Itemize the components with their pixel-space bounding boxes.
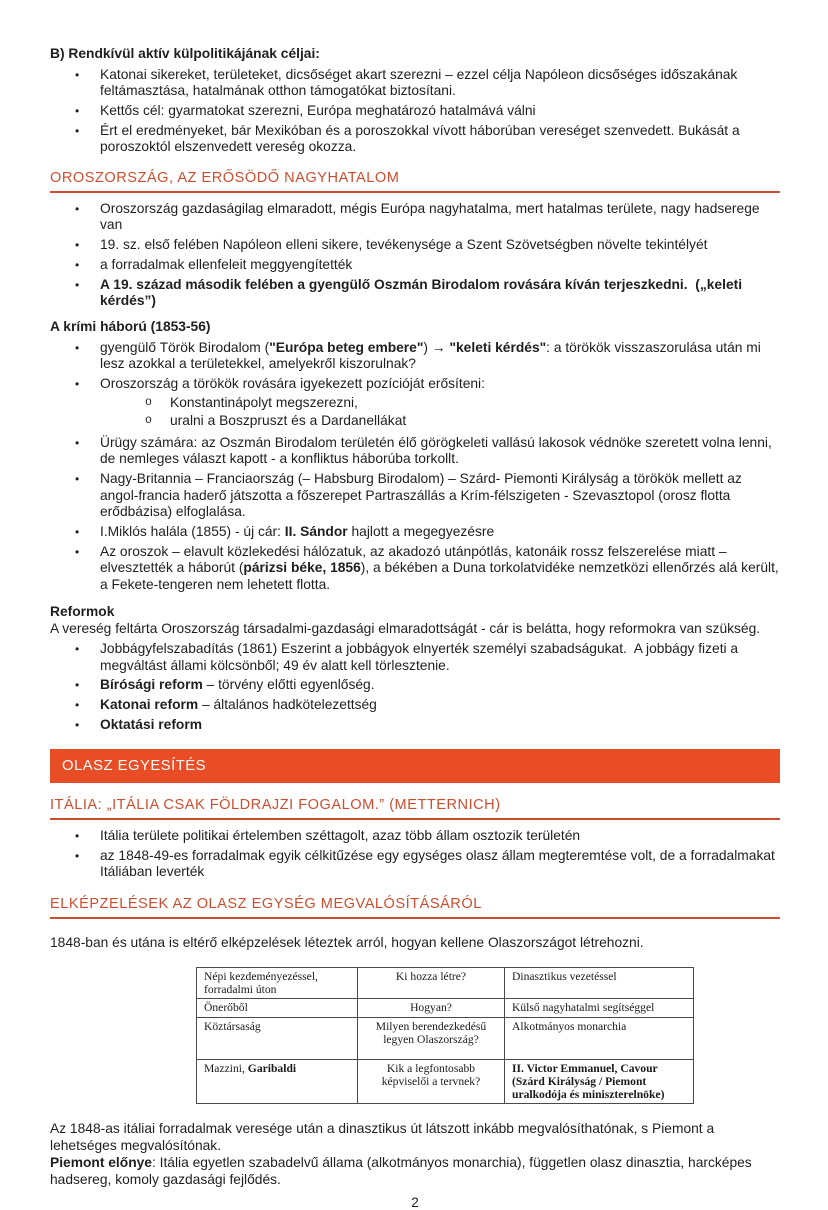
text-segment: : a törökök visszaszorulása után mi lesz azokkal a területekkel, amelyekről kiszorulnak? xyxy=(100,339,761,372)
napoleon-goals-title: B) Rendkívül aktív külpolitikájának céljai: xyxy=(50,46,320,61)
table-cell xyxy=(358,1059,505,1104)
sub-bullet-marker: o xyxy=(145,414,152,428)
text-segment: II. Sándor xyxy=(284,524,348,540)
bullet-text xyxy=(100,524,780,540)
italia-heading: ITÁLIA: „ITÁLIA CSAK FÖLDRAJZI FOGALOM.” (METTERNICH) xyxy=(50,796,780,820)
sub-bullet-item xyxy=(145,395,780,411)
bullet-text xyxy=(100,67,780,100)
bullet-text xyxy=(100,677,780,693)
bullet-text xyxy=(100,471,780,520)
crimea-list xyxy=(50,340,780,593)
bullet-item xyxy=(75,435,780,468)
plans-intro: 1848-ban és utána is eltérő elképzelések léteztek arról, hogyan kellene Olaszországot létrehozni. xyxy=(50,935,644,951)
bullet-item xyxy=(75,697,780,713)
bullet-item xyxy=(75,524,780,540)
unification-table xyxy=(196,967,694,1104)
bullet-item xyxy=(75,641,780,674)
bullet-marker: • xyxy=(75,237,80,252)
text-segment: Jobbágyfelszabadítás (1861) Eszerint a jobbágyok elnyerték személyi szabadságukat. A jobbágy fizeti a megváltást állami kölcsönből; 49 év alatt kell törlesztenie. xyxy=(100,641,739,673)
italia-list xyxy=(50,828,780,881)
text-segment: "keleti kérdés" xyxy=(449,339,547,355)
bullet-item xyxy=(75,67,780,100)
paragraph xyxy=(50,1120,780,1154)
table-cell xyxy=(505,967,694,998)
italy-section-banner: OLASZ EGYESÍTÉS xyxy=(50,749,780,783)
bullet-text xyxy=(100,340,780,373)
sub-bullet-marker: o xyxy=(145,395,152,409)
bullet-marker: • xyxy=(75,277,80,292)
text-segment: Ki hozza létre? xyxy=(395,969,467,983)
bullet-item xyxy=(75,277,780,310)
bullet-item xyxy=(75,677,780,693)
bullet-item xyxy=(75,237,780,253)
bullet-item xyxy=(75,123,780,156)
text-segment: Konstantinápolyt megszerezni, xyxy=(170,394,358,410)
bullet-text xyxy=(100,435,780,468)
bullet-marker: • xyxy=(75,377,80,392)
text-segment: párizsi béke, 1856 xyxy=(243,560,361,576)
text-segment: Önerőből xyxy=(204,1001,248,1015)
bullet-marker: • xyxy=(75,472,80,487)
text-segment: gyengülő Török Birodalom ( xyxy=(100,339,270,355)
table-cell xyxy=(197,1059,358,1104)
text-segment: Oroszország gazdaságilag elmaradott, mégis Európa nagyhatalma, mert hatalmas területe, nagy hadserege van xyxy=(100,200,760,232)
bullet-text xyxy=(100,201,780,234)
text-segment: a forradalmak ellenfeleit meggyengítették xyxy=(100,256,353,272)
table-cell xyxy=(197,1017,358,1059)
text-segment: – általános hadkötelezettség xyxy=(198,697,377,713)
conclusion-paragraphs xyxy=(50,1120,780,1188)
text-segment: ) → xyxy=(423,339,450,355)
bullet-marker: • xyxy=(75,103,80,118)
sub-bullet-text xyxy=(170,395,780,411)
bullet-marker: • xyxy=(75,848,80,863)
table-cell xyxy=(358,1017,505,1059)
text-segment: az 1848-49-es forradalmak egyik célkitűzése egy egységes olasz állam megteremtése volt, de a forradalmakat Itáliában leverték xyxy=(100,847,775,879)
text-segment: Köztársaság xyxy=(204,1019,261,1033)
text-segment: Kettős cél: gyarmatokat szerezni, Európa meghatározó hatalmává válni xyxy=(100,102,536,118)
sub-bullet-list xyxy=(145,395,780,430)
table-row xyxy=(197,1017,694,1059)
plans-heading: ELKÉPZELÉSEK AZ OLASZ EGYSÉG MEGVALÓSÍTÁSÁRÓL xyxy=(50,895,780,919)
bullet-item xyxy=(75,544,780,593)
bullet-text xyxy=(100,828,780,844)
bullet-item xyxy=(75,257,780,273)
text-segment: Itália területe politikai értelemben széttagolt, azaz több állam osztozik területén xyxy=(100,827,581,843)
bullet-marker: • xyxy=(75,544,80,559)
bullet-item xyxy=(75,201,780,234)
bullet-item xyxy=(75,471,780,520)
text-segment: Az 1848-as itáliai forradalmak veresége után a dinasztikus út látszott inkább megvalósíthatónak, s Piemont a lehetséges megvalósítónak. xyxy=(50,1121,715,1154)
sub-bullet-text xyxy=(170,413,780,429)
bullet-item xyxy=(75,340,780,373)
bullet-marker: • xyxy=(75,201,80,216)
reforms-intro: A vereség feltárta Oroszország társadalmi-gazdasági elmaradottságát - cár is belátta, hogy reformokra van szükség. xyxy=(50,620,761,636)
text-segment: Katonai sikereket, területeket, dicsőséget akart szerezni – ezzel célja Napóleon dicsőséges időszakának feltámasztása, hatalmának otthon támogatókat biztosítani. xyxy=(100,66,738,98)
bullet-text xyxy=(100,103,780,119)
text-segment: Katonai reform xyxy=(100,697,199,713)
bullet-marker: • xyxy=(75,525,80,540)
bullet-text xyxy=(100,544,780,593)
text-segment: uralni a Boszpruszt és a Dardanellákat xyxy=(170,413,407,429)
table-cell xyxy=(358,999,505,1017)
bullet-marker: • xyxy=(75,436,80,450)
table-row xyxy=(197,1059,694,1104)
reforms-title: Reformok xyxy=(50,604,115,620)
bullet-marker: • xyxy=(75,642,80,657)
sub-bullet-item xyxy=(145,413,780,429)
table-cell xyxy=(358,967,505,998)
text-segment: Alkotmányos monarchia xyxy=(512,1019,627,1033)
bullet-marker: • xyxy=(75,698,80,713)
table-cell xyxy=(505,1059,694,1104)
bullet-marker: • xyxy=(75,340,80,355)
page-number: 2 xyxy=(411,1195,419,1210)
text-segment: Mazzini, xyxy=(204,1061,248,1075)
bullet-item xyxy=(75,848,780,881)
crimea-title: A krími háború (1853-56) xyxy=(50,319,211,335)
napoleon-goals-list xyxy=(50,67,780,156)
table-cell xyxy=(505,999,694,1017)
text-segment: : Itália egyetlen szabadelvű állama (alkotmányos monarchia), független olasz dinasztia, harcképes hadsereg, komoly gazdasági fejlődés. xyxy=(50,1155,752,1188)
bullet-text xyxy=(100,641,780,674)
bullet-marker: • xyxy=(75,828,80,843)
russia-section-heading: OROSZORSZÁG, AZ ERŐSÖDŐ NAGYHATALOM xyxy=(50,169,780,193)
text-segment: Piemont előnye xyxy=(50,1155,152,1171)
bullet-item xyxy=(75,103,780,119)
text-segment: II. Victor Emmanuel, Cavour (Szárd Királyság / Piemont uralkodója és miniszterelnöke) xyxy=(512,1061,665,1101)
text-segment: 19. sz. első felében Napóleon elleni sikere, tevékenysége a Szent Szövetségben növelte tekintélyét xyxy=(100,236,708,252)
text-segment: Nagy-Britannia – Franciaország (– Habsburg Birodalom) – Szárd- Piemonti Királyság a törökök mellett az angol-francia haderő játszotta a főszerepet Partraszállás a Krím-félszigeten - Szevasztopol (orosz flotta erődbázisa) elfoglalása. xyxy=(100,471,742,520)
text-segment: Oroszország a törökök rovására igyekezett pozícióját erősíteni: xyxy=(100,376,485,392)
table-row xyxy=(197,967,694,998)
bullet-text xyxy=(100,123,780,156)
text-segment: Ürügy számára: az Oszmán Birodalom területén élő görögkeleti vallású lakosok védnöke szeretett volna lenni, de nemleges választ kapott - a konfliktus háborúba torkollt. xyxy=(100,435,772,467)
bullet-text xyxy=(100,257,780,273)
text-segment: Az oroszok – elavult közlekedési hálózatuk, az akadozó utánpótlás, katonáik rossz felszerelése miatt – elvesztették a háborút ( xyxy=(100,543,727,576)
table-row xyxy=(197,999,694,1017)
text-segment: Bírósági reform xyxy=(100,677,203,693)
bullet-text xyxy=(100,848,780,881)
text-segment: I.Miklós halála (1855) - új cár: xyxy=(100,524,285,540)
text-segment: Dinasztikus vezetéssel xyxy=(512,969,617,983)
russia-list xyxy=(50,201,780,310)
bullet-item xyxy=(75,376,780,431)
bullet-text xyxy=(100,697,780,713)
paragraph xyxy=(50,1154,780,1188)
text-segment: – törvény előtti egyenlőség. xyxy=(202,677,375,693)
text-segment: Milyen berendezkedésű legyen Olaszország? xyxy=(375,1019,487,1046)
bullet-marker: • xyxy=(75,678,80,693)
table-cell xyxy=(505,1017,694,1059)
bullet-marker: • xyxy=(75,257,80,272)
text-segment: Ért el eredményeket, bár Mexikóban és a poroszokkal vívott háborúban vereséget szenvedett. Bukását a poroszoktól elszenvedett vereség okozza. xyxy=(100,122,740,155)
bullet-item xyxy=(75,828,780,844)
bullet-text xyxy=(100,277,780,310)
bullet-text xyxy=(100,237,780,253)
text-segment: Népi kezdeményezéssel, forradalmi úton xyxy=(204,969,318,997)
bullet-text xyxy=(100,376,780,431)
table-cell xyxy=(197,967,358,998)
text-segment: Garibaldi xyxy=(247,1061,297,1075)
table-cell xyxy=(197,999,358,1017)
text-segment: Külső nagyhatalmi segítséggel xyxy=(512,1001,655,1015)
bullet-item xyxy=(75,717,780,733)
text-segment: A 19. század második felében a gyengülő Oszmán Birodalom rovására kíván terjeszkedni. („keleti kérdés”) xyxy=(100,276,743,309)
bullet-text xyxy=(100,717,780,733)
bullet-marker: • xyxy=(75,67,80,82)
bullet-marker: • xyxy=(75,718,80,733)
text-segment: Oktatási reform xyxy=(100,717,202,733)
reforms-list xyxy=(50,641,780,734)
text-segment: "Európa beteg embere" xyxy=(269,339,424,355)
text-segment: Hogyan? xyxy=(410,1001,452,1015)
bullet-marker: • xyxy=(75,123,80,138)
text-segment: Kik a legfontosabb képviselői a tervnek? xyxy=(381,1061,481,1088)
text-segment: ), a békében a Duna torkolatvidéke nemzetközi ellenőrzés alá került, a Fekete-tengeren nem lehetett flotta. xyxy=(100,560,779,592)
text-segment: hajlott a megegyezésre xyxy=(347,524,495,540)
